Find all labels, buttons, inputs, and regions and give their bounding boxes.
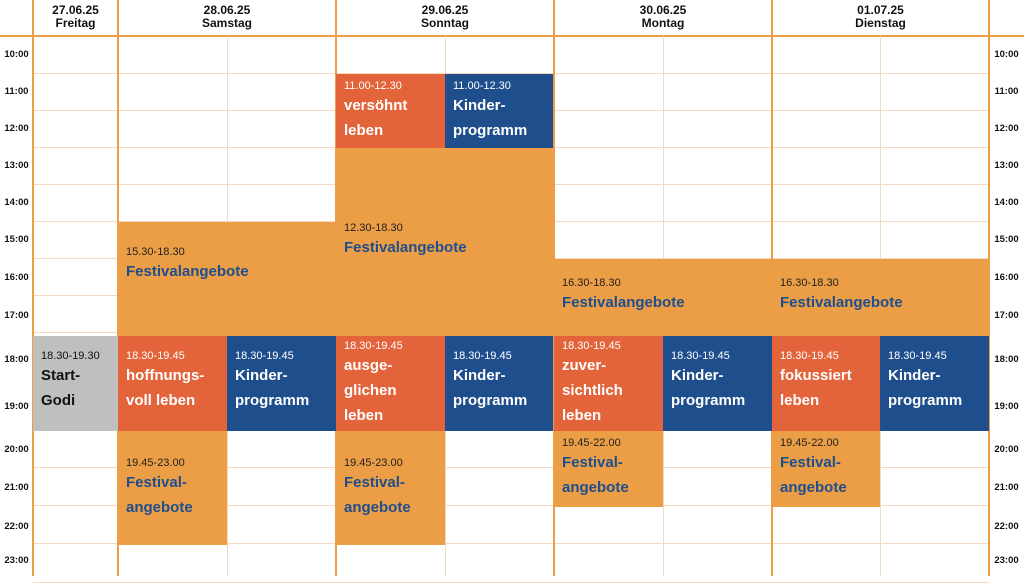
event-title: Festivalangebote: [780, 294, 903, 311]
event-time: 18.30-19.45: [344, 340, 403, 352]
day-header: [33, 4, 118, 30]
event-time: 16.30-18.30: [562, 277, 621, 289]
event-time: 18.30-19.45: [235, 350, 294, 362]
event-block[interactable]: [880, 336, 989, 431]
event-title: Festival- angebote: [780, 454, 847, 496]
event-block[interactable]: [227, 336, 336, 431]
event-block[interactable]: [663, 336, 772, 431]
time-label: 17:00: [4, 310, 29, 321]
event-block[interactable]: [336, 74, 445, 148]
event-time: 19.45-22.00: [562, 437, 621, 449]
event-block[interactable]: [336, 336, 445, 431]
time-label: 13:00: [994, 160, 1019, 171]
event-block[interactable]: [336, 431, 445, 545]
event-time: 18.30-19.45: [126, 350, 185, 362]
event-title: fokussiert leben: [780, 367, 852, 409]
day-header: [336, 4, 554, 30]
event-block[interactable]: [772, 259, 989, 336]
time-label: 20:00: [994, 444, 1019, 455]
time-label: 17:00: [994, 310, 1019, 321]
event-title: Kinder- programm: [453, 97, 528, 139]
day-weekday: Montag: [641, 16, 685, 30]
time-label: 14:00: [994, 197, 1019, 208]
event-time: 18.30-19.45: [453, 350, 512, 362]
day-weekday: Samstag: [201, 16, 253, 30]
event-title: Kinder- programm: [888, 367, 963, 409]
time-label: 15:00: [994, 234, 1019, 245]
event-title: Festivalangebote: [126, 263, 249, 280]
day-header: [554, 4, 772, 30]
event-time: 18.30-19.30: [41, 350, 100, 362]
time-label: 11:00: [4, 86, 29, 97]
time-label: 10:00: [4, 49, 29, 60]
time-label: 15:00: [4, 234, 29, 245]
event-time: 18.30-19.45: [562, 340, 621, 352]
event-time: 16.30-18.30: [780, 277, 839, 289]
time-label: 18:00: [4, 354, 29, 365]
time-label: 18:00: [994, 354, 1019, 365]
event-title: ausge- glichen leben: [344, 357, 397, 424]
event-title: Start- Godi: [41, 367, 81, 409]
time-label: 22:00: [994, 521, 1019, 532]
time-label: 23:00: [994, 555, 1019, 566]
event-block[interactable]: [554, 336, 663, 431]
time-label: 19:00: [994, 401, 1019, 412]
event-block[interactable]: [772, 431, 880, 507]
day-date: 27.06.25: [52, 3, 99, 17]
event-block[interactable]: [445, 336, 553, 431]
event-block[interactable]: [445, 74, 553, 148]
event-time: 18.30-19.45: [888, 350, 947, 362]
time-label: 20:00: [4, 444, 29, 455]
event-time: 18.30-19.45: [671, 350, 730, 362]
event-block[interactable]: [554, 259, 772, 336]
event-block[interactable]: [118, 336, 227, 431]
time-label: 14:00: [4, 197, 29, 208]
time-label: 13:00: [4, 160, 29, 171]
event-block[interactable]: [118, 222, 336, 336]
event-time: 15.30-18.30: [126, 246, 185, 258]
time-label: 21:00: [994, 482, 1019, 493]
event-block[interactable]: [772, 336, 880, 431]
time-label: 21:00: [4, 482, 29, 493]
event-time: 19.45-23.00: [344, 457, 403, 469]
header-divider: [0, 35, 1024, 37]
event-block[interactable]: [33, 336, 118, 431]
event-title: hoffnungs- voll leben: [126, 367, 205, 409]
event-time: 19.45-23.00: [126, 457, 185, 469]
day-header: [772, 4, 989, 30]
event-time: 18.30-19.45: [780, 350, 839, 362]
time-label: 12:00: [4, 123, 29, 134]
event-time: 11.00-12.30: [453, 80, 511, 92]
day-date: 28.06.25: [203, 3, 251, 17]
day-weekday: Sonntag: [421, 16, 469, 30]
day-weekday: Freitag: [55, 16, 96, 30]
time-label: 16:00: [4, 272, 29, 283]
time-label: 10:00: [994, 49, 1019, 60]
day-date: 01.07.25: [857, 3, 904, 17]
event-time: 19.45-22.00: [780, 437, 839, 449]
event-block[interactable]: [336, 148, 553, 336]
day-date: 29.06.25: [421, 3, 469, 17]
event-title: Festival- angebote: [126, 474, 193, 516]
event-title: Kinder- programm: [453, 367, 528, 409]
time-label: 16:00: [994, 272, 1019, 283]
event-title: Festival- angebote: [562, 454, 629, 496]
time-label: 22:00: [4, 521, 29, 532]
event-time: 12.30-18.30: [344, 222, 403, 234]
event-block[interactable]: [554, 431, 663, 507]
event-title: Festivalangebote: [562, 294, 685, 311]
event-title: versöhnt leben: [344, 97, 408, 139]
time-label: 19:00: [4, 401, 29, 412]
time-label: 12:00: [994, 123, 1019, 134]
day-header: [118, 4, 336, 30]
day-date: 30.06.25: [639, 3, 687, 17]
day-weekday: Dienstag: [855, 16, 906, 30]
event-title: zuver- sichtlich leben: [562, 357, 623, 424]
event-title: Festivalangebote: [344, 239, 467, 256]
event-title: Festival- angebote: [344, 474, 411, 516]
time-label: 23:00: [4, 555, 29, 566]
event-title: Kinder- programm: [235, 367, 310, 409]
event-block[interactable]: [118, 431, 227, 545]
event-title: Kinder- programm: [671, 367, 746, 409]
event-time: 11.00-12.30: [344, 80, 402, 92]
time-label: 11:00: [994, 86, 1019, 97]
